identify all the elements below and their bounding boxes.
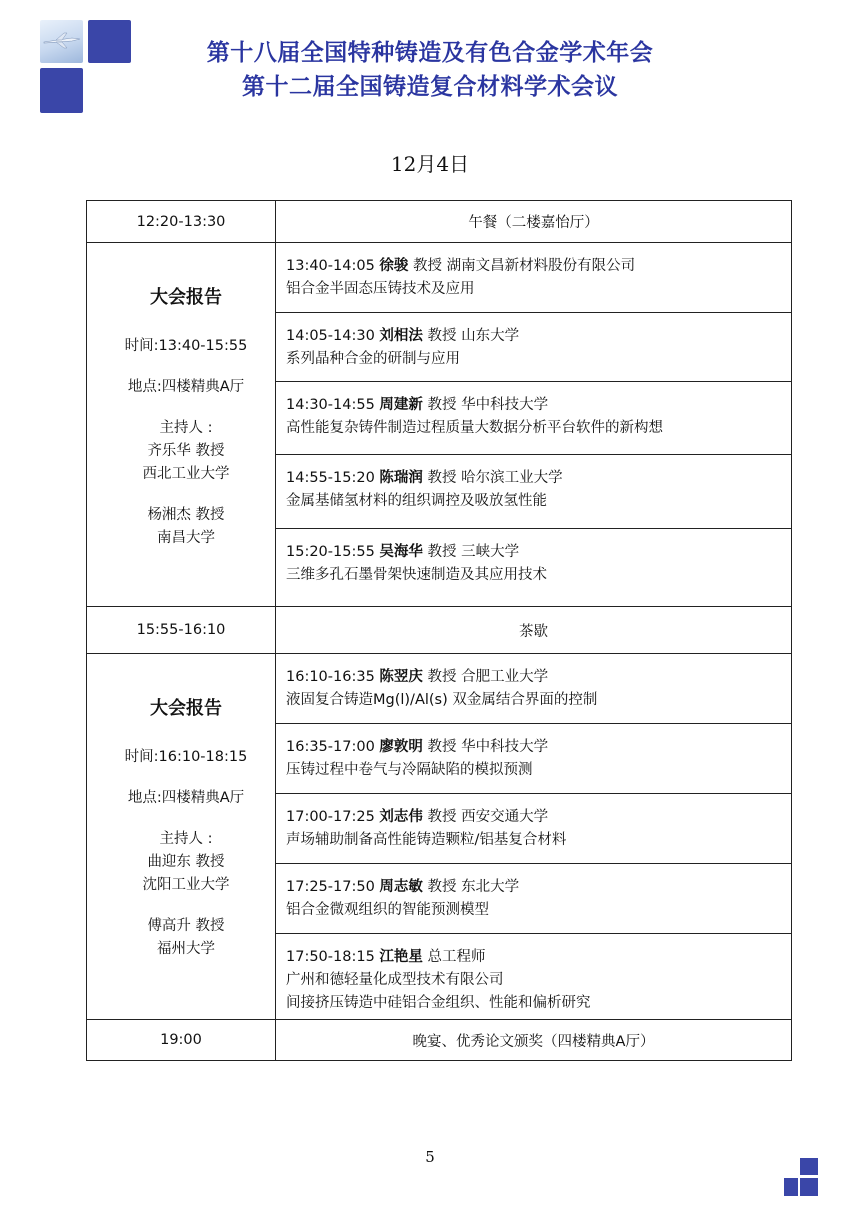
host-name: 杨湘杰 教授 — [147, 507, 225, 523]
talk-speaker: 徐骏 — [379, 258, 409, 274]
session-place: 地点:四楼精典A厅 — [127, 379, 245, 395]
tea-row — [87, 607, 792, 654]
talk-speaker: 陈瑞润 — [379, 470, 423, 486]
session-title: 大会报告 — [150, 698, 222, 719]
talk-cell — [276, 313, 792, 382]
session-2-info — [87, 654, 276, 1020]
talk-info: 教授 东北大学 — [427, 879, 520, 895]
host-name: 齐乐华 教授 — [147, 443, 225, 459]
host-label: 主持人 : — [159, 420, 213, 436]
host-org: 福州大学 — [157, 941, 215, 957]
talk-title: 三维多孔石墨骨架快速制造及其应用技术 — [286, 567, 547, 583]
talk-cell — [276, 864, 792, 934]
talk-time: 13:40-14:05 — [286, 258, 375, 274]
talk-speaker: 周志敏 — [379, 879, 423, 895]
host-org: 西北工业大学 — [142, 466, 230, 482]
talk-org: 广州和德轻量化成型技术有限公司 — [286, 972, 504, 988]
lunch-row — [87, 201, 792, 243]
lunch-label: 午餐（二楼嘉怡厅） — [276, 201, 792, 243]
talk-cell — [276, 243, 792, 313]
corner-tile — [784, 1178, 798, 1196]
host-org: 沈阳工业大学 — [142, 877, 230, 893]
conference-title — [150, 36, 710, 104]
tea-time: 15:55-16:10 — [87, 607, 276, 654]
dinner-label: 晚宴、优秀论文颁奖（四楼精典A厅） — [276, 1020, 792, 1061]
talk-cell — [276, 794, 792, 864]
talk-time: 17:00-17:25 — [286, 809, 375, 825]
talk-speaker: 江艳星 — [379, 949, 423, 965]
airplane-icon — [42, 30, 82, 50]
schedule-date: 12月4日 — [390, 152, 470, 176]
talk-info: 教授 华中科技大学 — [427, 397, 549, 413]
session-time: 时间:13:40-15:55 — [124, 338, 248, 354]
talk-title: 液固复合铸造Mg(l)/Al(s) 双金属结合界面的控制 — [286, 692, 598, 708]
talk-row — [87, 654, 792, 724]
talk-info: 教授 湖南文昌新材料股份有限公司 — [413, 258, 636, 274]
page-number: 5 — [425, 1148, 435, 1166]
dinner-time: 19:00 — [87, 1020, 276, 1061]
session-time: 时间:16:10-18:15 — [124, 749, 248, 765]
talk-cell — [276, 382, 792, 455]
talk-info: 教授 哈尔滨工业大学 — [427, 470, 563, 486]
host-label: 主持人 : — [159, 831, 213, 847]
talk-title: 间接挤压铸造中硅铝合金组织、性能和偏析研究 — [286, 995, 591, 1011]
conference-logo — [40, 20, 132, 116]
talk-info: 总工程师 — [427, 949, 486, 965]
talk-cell — [276, 934, 792, 1020]
host-name: 傅高升 教授 — [147, 918, 225, 934]
session-title: 大会报告 — [150, 287, 222, 308]
title-line-2: 第十二届全国铸造复合材料学术会议 — [242, 74, 618, 100]
session-1-info — [87, 243, 276, 607]
talk-time: 14:05-14:30 — [286, 328, 375, 344]
corner-tile — [800, 1178, 818, 1196]
talk-title: 铝合金半固态压铸技术及应用 — [286, 281, 475, 297]
talk-info: 教授 西安交通大学 — [427, 809, 549, 825]
talk-title: 铝合金微观组织的智能预测模型 — [286, 902, 489, 918]
session-place: 地点:四楼精典A厅 — [127, 790, 245, 806]
talk-cell — [276, 455, 792, 529]
talk-title: 声场辅助制备高性能铸造颗粒/铝基复合材料 — [286, 832, 567, 848]
talk-cell — [276, 529, 792, 607]
schedule-table — [86, 200, 792, 1061]
lunch-time: 12:20-13:30 — [87, 201, 276, 243]
talk-time: 15:20-15:55 — [286, 544, 375, 560]
talk-info: 教授 山东大学 — [427, 328, 520, 344]
talk-title: 压铸过程中卷气与冷隔缺陷的模拟预测 — [286, 762, 533, 778]
host-name: 曲迎东 教授 — [147, 854, 225, 870]
talk-cell — [276, 724, 792, 794]
talk-time: 16:35-17:00 — [286, 739, 375, 755]
talk-speaker: 廖敦明 — [379, 739, 423, 755]
talk-time: 17:50-18:15 — [286, 949, 375, 965]
host-org: 南昌大学 — [157, 530, 215, 546]
talk-info: 教授 合肥工业大学 — [427, 669, 549, 685]
talk-time: 14:55-15:20 — [286, 470, 375, 486]
talk-time: 17:25-17:50 — [286, 879, 375, 895]
talk-title: 金属基储氢材料的组织调控及吸放氢性能 — [286, 493, 547, 509]
talk-speaker: 周建新 — [379, 397, 423, 413]
logo-tile — [40, 68, 83, 113]
talk-speaker: 吴海华 — [379, 544, 423, 560]
talk-time: 16:10-16:35 — [286, 669, 375, 685]
logo-tile — [88, 20, 131, 63]
talk-title: 高性能复杂铸件制造过程质量大数据分析平台软件的新构想 — [286, 420, 663, 436]
corner-decoration — [784, 1158, 820, 1196]
talk-cell — [276, 654, 792, 724]
talk-title: 系列晶种合金的研制与应用 — [286, 351, 460, 367]
talk-speaker: 刘相法 — [379, 328, 423, 344]
talk-info: 教授 三峡大学 — [427, 544, 520, 560]
dinner-row — [87, 1020, 792, 1061]
corner-tile — [800, 1158, 818, 1175]
tea-label: 茶歇 — [276, 607, 792, 654]
talk-time: 14:30-14:55 — [286, 397, 375, 413]
title-line-1: 第十八届全国特种铸造及有色合金学术年会 — [206, 40, 654, 66]
talk-speaker: 陈翌庆 — [379, 669, 423, 685]
logo-tile-sky — [40, 20, 83, 63]
talk-info: 教授 华中科技大学 — [427, 739, 549, 755]
talk-speaker: 刘志伟 — [379, 809, 423, 825]
talk-row — [87, 243, 792, 313]
